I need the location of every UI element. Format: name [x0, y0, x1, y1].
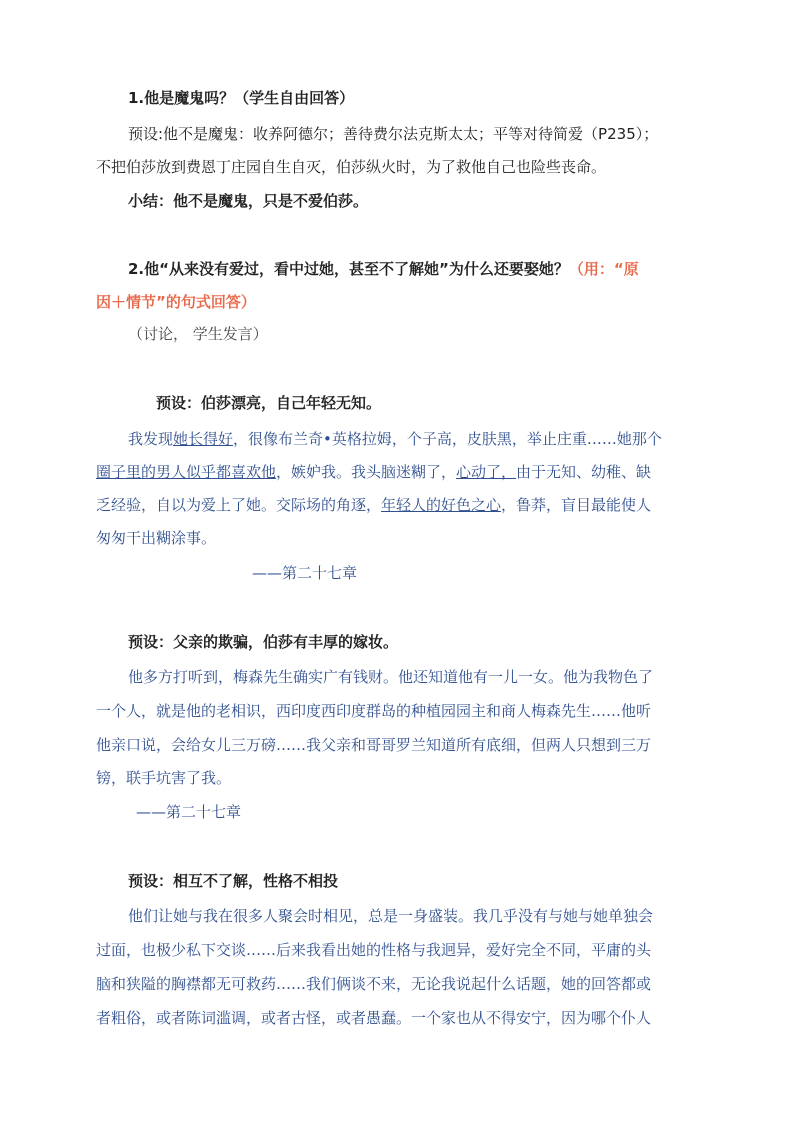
- question-1-answer-line-2: 不把伯莎放到费恩丁庄园自生自灭，伯莎纵火时，为了救他自己也险些丧命。: [96, 158, 607, 176]
- preset-1-heading: 预设：伯莎漂亮，自己年轻无知。: [156, 394, 382, 412]
- quote-underlined: 年轻人的好色之心: [381, 496, 502, 514]
- preset-3-quote-line-4: 者粗俗，或者陈词滥调，或者古怪，或者愚蠢。一个家也从不得安宁，因为哪个仆人: [96, 1009, 652, 1027]
- quote-text: ，嫉妒我。我头脑迷糊了，: [276, 463, 457, 481]
- quote-text: 我发现: [128, 430, 174, 448]
- preset-2-quote-line-3: 他亲口说，会给女儿三万磅……我父亲和哥哥罗兰知道所有底细，但两人只想到三万: [96, 736, 652, 754]
- preset-3-quote-line-3: 脑和狭隘的胸襟都无可救药……我们俩谈不来，无论我说起什么话题，她的回答都或: [96, 975, 652, 993]
- quote-underlined: 她长得好: [173, 430, 234, 448]
- question-1-summary: 小结：他不是魔鬼，只是不爱伯莎。: [128, 192, 369, 210]
- discussion-note: （讨论， 学生发言）: [128, 325, 268, 343]
- quote-text: ，很像布兰奇•英格拉姆，个子高，皮肤黑，举止庄重……她那个: [233, 430, 662, 448]
- question-2-instruction: （用：“原: [568, 260, 639, 278]
- question-1-answer-line-1: 预设:他不是魔鬼：收养阿德尔；善待费尔法克斯太太；平等对待简爱（P235）；: [128, 125, 659, 143]
- question-2-title-text: 2.他“从来没有爱过，看中过她，甚至不了解她”为什么还要娶她？: [128, 260, 569, 278]
- quote-text: 乏经验，自以为爱上了她。交际场的角逐，: [96, 496, 382, 514]
- preset-1-quote-line-1: [128, 429, 662, 449]
- preset-1-quote-line-2: [96, 462, 651, 482]
- question-2-instruction-cont: 因＋情节”的句式回答）: [96, 293, 256, 311]
- preset-2-heading: 预设：父亲的欺骗，伯莎有丰厚的嫁妆。: [128, 633, 399, 651]
- quote-text: 由于无知、幼稚、缺: [516, 463, 652, 481]
- preset-1-quote-line-3: [96, 495, 651, 515]
- quote-underlined: 圈子里的男人似乎都喜欢他: [96, 463, 277, 481]
- preset-2-quote-line-2: 一个人，就是他的老相识，西印度西印度群岛的种植园园主和商人梅森先生……他听: [96, 702, 652, 720]
- preset-2-quote-line-4: 镑，联手坑害了我。: [96, 769, 232, 787]
- preset-3-heading: 预设：相互不了解，性格不相投: [128, 872, 339, 890]
- preset-2-source: ——第二十七章: [136, 803, 242, 821]
- preset-2-quote-line-1: 他多方打听到，梅森先生确实广有钱财。他还知道他有一儿一女。他为我物色了: [128, 668, 654, 686]
- question-2-title: [128, 259, 639, 279]
- question-1-title: 1.他是魔鬼吗？（学生自由回答）: [128, 89, 355, 107]
- preset-3-quote-line-1: 他们让她与我在很多人聚会时相见，总是一身盛装。我几乎没有与她与她单独会: [128, 907, 654, 925]
- preset-1-source: ——第二十七章: [252, 564, 358, 582]
- quote-text: ，鲁莽，盲目最能使人: [501, 496, 652, 514]
- preset-3-quote-line-2: 过面，也极少私下交谈……后来我看出她的性格与我迥异，爱好完全不同，平庸的头: [96, 941, 652, 959]
- preset-1-quote-line-4: 匆匆干出糊涂事。: [96, 529, 217, 547]
- quote-underlined: 心动了，: [456, 463, 517, 481]
